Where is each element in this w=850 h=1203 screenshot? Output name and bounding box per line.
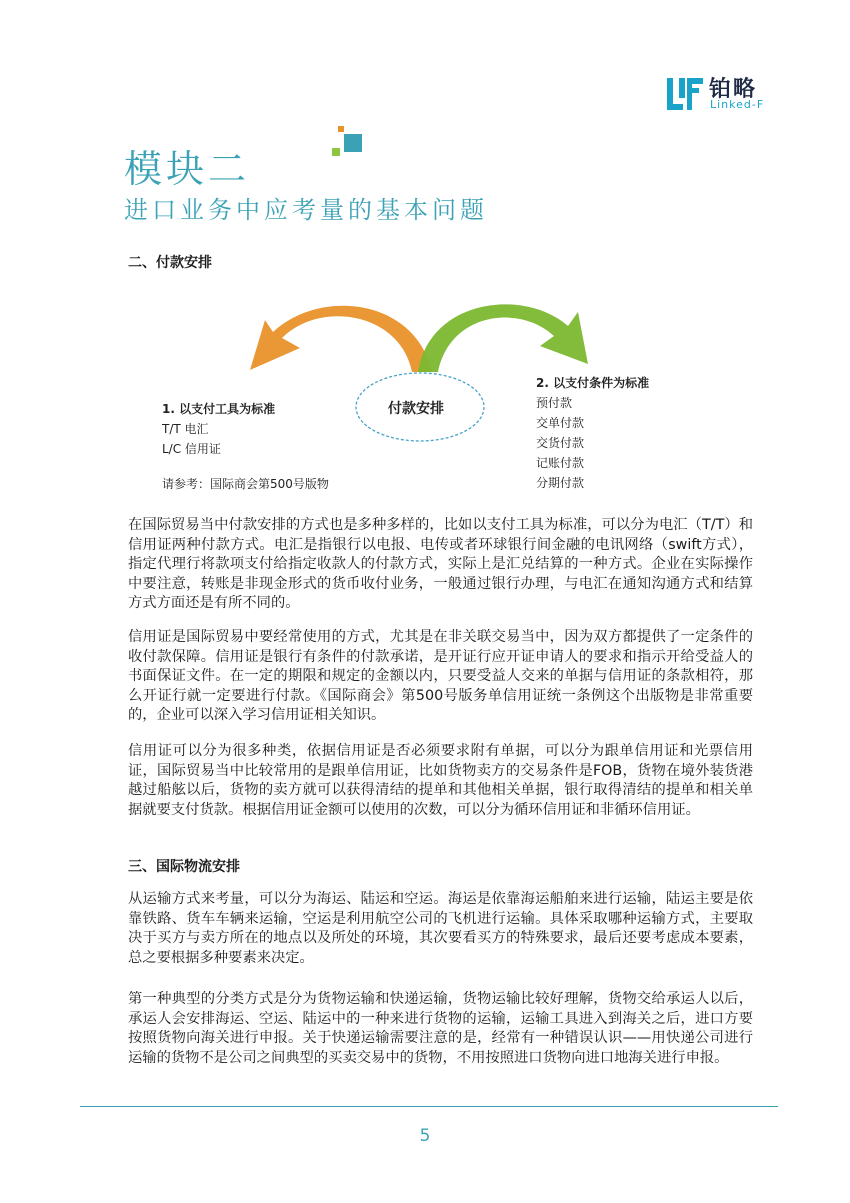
logo-mark-icon <box>667 76 703 112</box>
right-branch-item: 交单付款 <box>536 416 585 430</box>
right-arrow-icon <box>418 304 588 372</box>
right-branch-title: 2. 以支付条件为标准 <box>536 376 650 390</box>
diagram-reference: 请参考：国际商会第500号版物 <box>162 477 329 491</box>
right-branch-item: 预付款 <box>536 396 573 410</box>
paragraph-lc-types: 信用证可以分为很多种类，依据信用证是否必须要求附有单据，可以分为跟单信用证和光票信用证，国际贸易当中比较常用的是跟单信用证，比如货物卖方的交易条件是FOB，货物在境外装货港越过船舷以后，货物的卖方就可以获得清结的提单和其他相关单据，银行取得清结的提单和相关单据就要支付货款。根据信用证金额可以使用的次数，可以分为循环信用证和非循环信用证。 <box>128 743 753 818</box>
left-branch-title: 1. 以支付工具为标准 <box>162 402 276 416</box>
diagram-center-label: 付款安排 <box>388 401 444 417</box>
page-number: 5 <box>419 1126 431 1146</box>
brand-logo <box>667 72 777 116</box>
left-branch-item: T/T 电汇 <box>162 422 209 436</box>
paragraph-wire-transfer: 在国际贸易当中付款安排的方式也是多种多样的，比如以支付工具为标准，可以分为电汇（T/T）和信用证两种付款方式。电汇是指银行以电报、电传或者环球银行间金融的电讯网络（swift方式），指定代理行将款项支付给指定收款人的付款方式，实际上是汇兑结算的一种方式。企业在实际操作中要注意，转账是非现金形式的货币收付业务，一般通过银行办理，与电汇在通知沟通方式和结算方式方面还是有所不同的。 <box>128 517 753 612</box>
diagram-graphic <box>150 290 700 500</box>
brand-subtitle: Linked-F <box>710 98 765 111</box>
paragraph-freight-vs-express: 第一种典型的分类方式是分为货物运输和快递运输，货物运输比较好理解，货物交给承运人以后，承运人会安排海运、空运、陆运中的一种来进行货物的运输，运输工具进入到海关之后，进口方要按照货物向海关进行申报。关于快递运输需要注意的是，经常有一种错误认识——用快递公司进行运输的货物不是公司之间典型的买卖交易中的货物，不用按照进口货物向进口地海关进行申报。 <box>128 991 753 1066</box>
left-arrow-icon <box>250 306 432 372</box>
decorative-squares-icon <box>330 126 370 166</box>
paragraph-transport-modes: 从运输方式来考量，可以分为海运、陆运和空运。海运是依靠海运船舶来进行运输，陆运主要是依靠铁路、货车车辆来运输，空运是利用航空公司的飞机进行运输。具体采取哪种运输方式，主要取决于买方与卖方所在的地点以及所处的环境，其次要看买方的特殊要求，最后还要考虑成本要素，总之要根据多种要素来决定。 <box>128 891 753 966</box>
right-branch-item: 交货付款 <box>536 436 585 450</box>
right-branch-item: 记账付款 <box>536 456 585 470</box>
paragraph-letter-of-credit: 信用证是国际贸易中要经常使用的方式，尤其是在非关联交易当中，因为双方都提供了一定条件的收付款保障。信用证是银行有条件的付款承诺，是开证行应开证申请人的要求和指示开给受益人的书面保证文件。在一定的期限和规定的金额以内，只要受益人交来的单据与信用证的条款相符，那么开证行就一定要进行付款。《国际商会》第500号版务单信用证统一条例这个出版物是非常重要的，企业可以深入学习信用证相关知识。 <box>128 629 753 724</box>
brand-name: 铂略 <box>709 77 758 102</box>
module-subtitle: 进口业务中应考量的基本问题 <box>124 196 488 224</box>
footer-divider <box>80 1106 778 1107</box>
section-heading-logistics: 三、国际物流安排 <box>128 859 240 875</box>
module-title: 模块二 <box>124 147 251 191</box>
section-heading-payment: 二、付款安排 <box>128 255 212 271</box>
left-branch-item: L/C 信用证 <box>162 442 221 456</box>
payment-diagram <box>150 290 700 500</box>
right-branch-item: 分期付款 <box>536 476 585 490</box>
